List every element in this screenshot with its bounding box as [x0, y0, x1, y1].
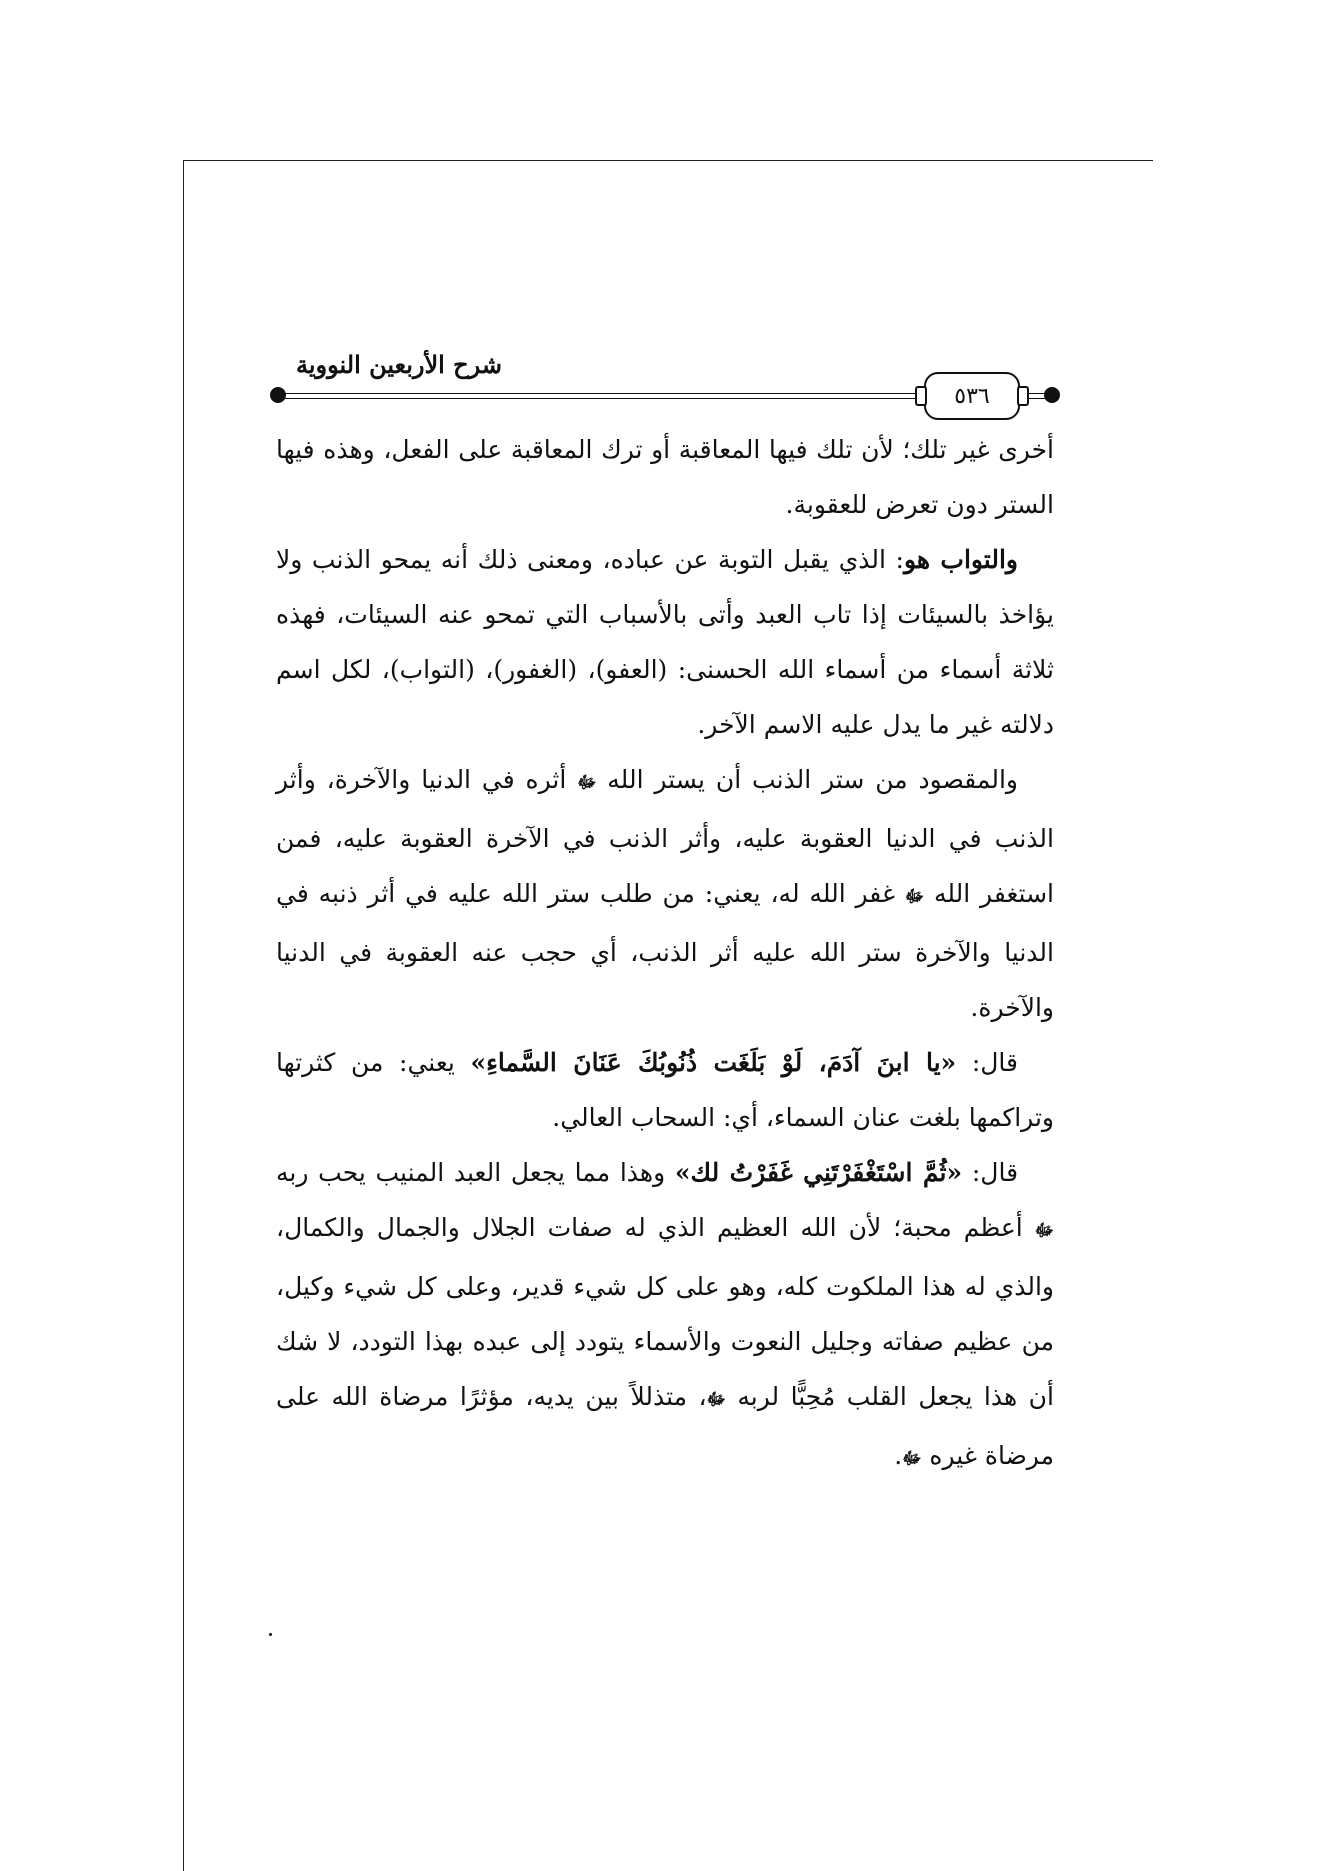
crop-mark-top [183, 160, 1153, 161]
paragraph-2 [276, 532, 1054, 752]
paragraph-text: : الذي يقبل التوبة عن عباده، ومعنى ذلك أنه يمحو الذنب ولا يؤاخذ بالسيئات إذا تاب العبد وأتى بالأسباب التي تمحو عنه السيئات، فهذه ثلاثة أسماء من أسماء الله الحسنى: (العفو)، (الغفور)، (التواب)، لكل اسم دلالته غير ما يدل عليه الاسم الآخر. [276, 545, 1054, 739]
honorific-glyph: ﷻ [706, 1390, 726, 1410]
paragraph-text: ، متذللاً بين يديه، مؤثرًا مرضاة الله على مرضاة غيره [276, 1382, 1054, 1470]
paragraph-text: غفر الله له، يعني: من طلب ستر الله عليه في أثر ذنبه في الدنيا والآخرة ستر الله عليه أثر الذنب، أي حجب عنه العقوبة في الدنيا والآخرة. [276, 879, 1054, 1022]
header-dot-right [1044, 387, 1060, 403]
quote-lead: قال: [971, 1158, 1019, 1187]
paragraph-1 [276, 422, 1054, 532]
hadith-quote: «يا ابنَ آدَمَ، لَوْ بَلَغَت ذُنُوبُكَ عَنَانَ السَّماءِ» [470, 1048, 957, 1077]
honorific-glyph: ﷻ [902, 1449, 922, 1469]
paragraph-3 [276, 752, 1054, 1035]
honorific-glyph: ﷻ [904, 887, 925, 907]
quote-lead: قال: [971, 1048, 1018, 1077]
paragraph-4 [276, 1035, 1054, 1145]
page-body [276, 422, 1054, 1487]
honorific-glyph: ﷻ [1034, 1221, 1054, 1241]
page-header [270, 350, 1060, 410]
paragraph-5 [276, 1145, 1054, 1487]
page-number-badge [924, 372, 1020, 420]
defined-term: والتواب هو [903, 545, 1018, 574]
page-number: ٥٣٦ [954, 383, 990, 409]
hadith-quote: «ثُمَّ اسْتَغْفَرْتَنِي غَفَرْتُ لك» [674, 1158, 963, 1187]
paragraph-text: والمقصود من ستر الذنب أن يستر الله [607, 765, 1018, 794]
book-title: شرح الأربعين النووية [290, 350, 508, 379]
honorific-glyph: ﷻ [577, 773, 597, 793]
paragraph-text: أثره في الدنيا والآخرة، وأثر الذنب في الدنيا العقوبة عليه، وأثر الذنب في الآخرة العقوبة عليه، فمن استغفر الله [276, 765, 1054, 908]
paragraph-text: وهذا مما يجعل العبد المنيب يحب ربه [276, 1158, 666, 1187]
paragraph-text: أعظم محبة؛ لأن الله العظيم الذي له صفات الجلال والجمال والكمال، والذي له هذا الملكوت كله، وهو على كل شيء قدير، وعلى كل شيء وكيل، من عظيم صفاته وجليل النعوت والأسماء يتودد إلى عبده بهذا التودد، لا شك أن هذا يجعل القلب مُحِبًّا لربه [276, 1213, 1054, 1411]
paragraph-text: يعني: من كثرتها وتراكمها بلغت عنان السماء، أي: السحاب العالي. [276, 1048, 1054, 1132]
paragraph-text: . [894, 1441, 903, 1470]
scan-speck [269, 1633, 272, 1636]
paragraph-text: أخرى غير تلك؛ لأن تلك فيها المعاقبة أو ترك المعاقبة على الفعل، وهذه فيها الستر دون تعرض للعقوبة. [276, 435, 1054, 519]
header-dot-left [270, 387, 286, 403]
crop-mark-left [183, 160, 184, 1871]
